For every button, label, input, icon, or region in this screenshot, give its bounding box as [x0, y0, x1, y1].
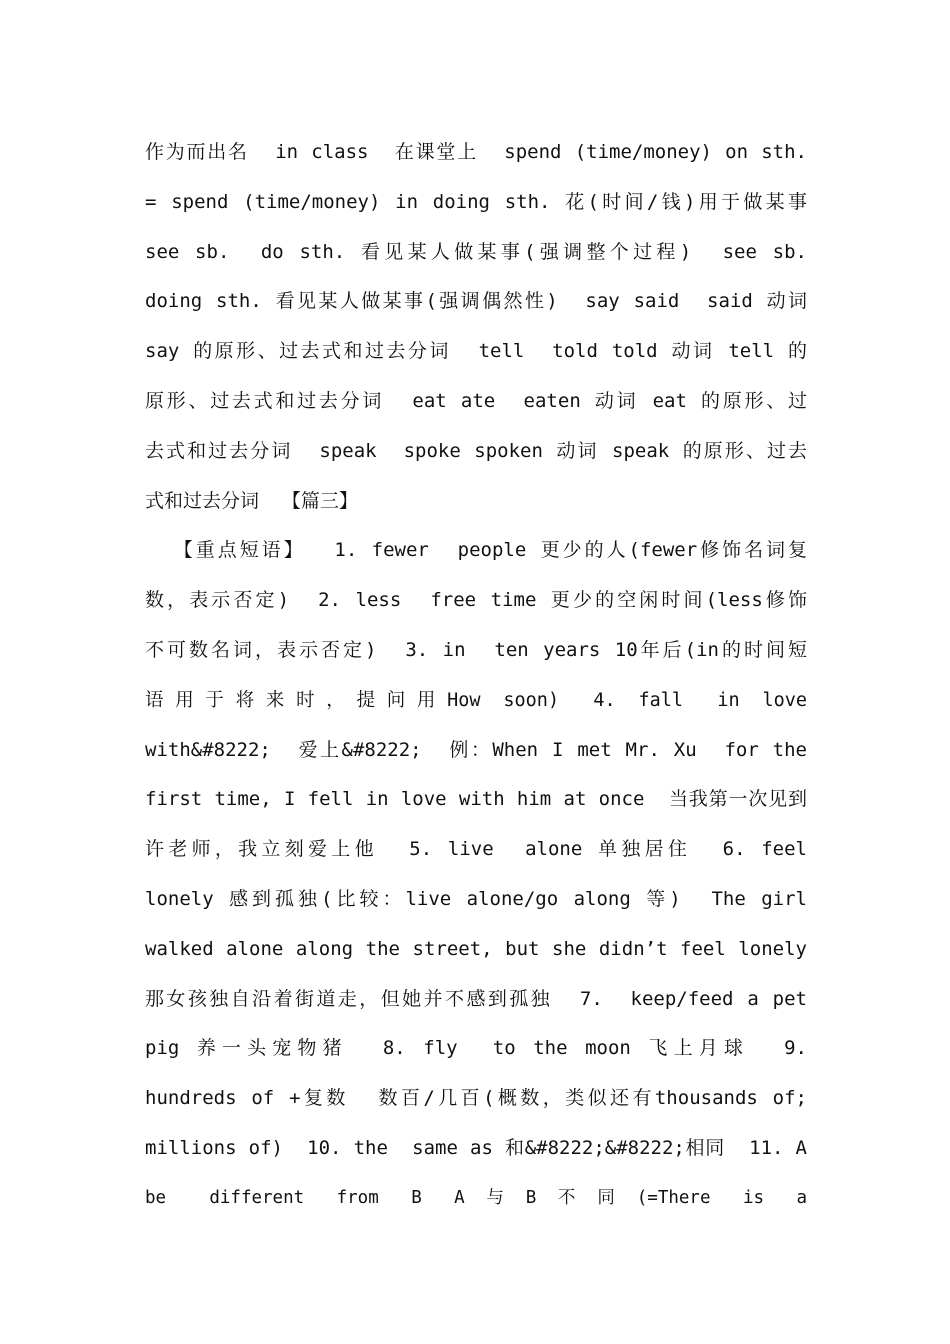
text-line: first time, I fell in love with him at once 当我第一次见到 — [145, 788, 807, 811]
text-line: with&#8222; 爱上&#8222; 例：When I met Mr. Xu for the — [145, 738, 807, 761]
text-line: millions of) 10. the same as 和&#8222;&#8222;相同 11. A — [145, 1136, 807, 1159]
text-line: 原形、过去式和过去分词 eat ate eaten 动词 eat 的原形、过 — [145, 389, 807, 412]
section-end-line: 式和过去分词 【篇三】 — [145, 489, 358, 512]
text-line: 不可数名词，表示否定) 3. in ten years 10年后(in的时间短 — [145, 638, 807, 661]
text-line: walked alone along the street, but she didn’t feel lonely — [145, 937, 807, 960]
text-line: lonely 感到孤独(比较：live alone/go along 等) The girl — [145, 887, 807, 910]
text-line: 语 用 于 将 来 时 ， 提 问 用 How soon) 4. fall in love — [145, 689, 807, 711]
key-phrases-heading-line: 【重点短语】 1. fewer people 更少的人(fewer修饰名词复 — [145, 539, 807, 562]
text-line: 数，表示否定) 2. less free time 更少的空闲时间(less修饰 — [145, 589, 807, 612]
text-line: see sb. do sth. 看见某人做某事(强调整个过程) see sb. — [145, 240, 807, 263]
text-line: 去式和过去分词 speak spoke spoken 动词 speak 的原形、过去 — [145, 439, 807, 462]
text-line: say 的原形、过去式和过去分词 tell told told 动词 tell 的 — [145, 340, 807, 363]
text-line: 作为而出名 in class 在课堂上 spend (time/money) on sth. — [145, 141, 807, 163]
document-text-body — [145, 128, 807, 1224]
text-line: hundreds of +复数 数百/几百(概数，类似还有thousands of; — [145, 1087, 807, 1110]
text-line: 那女孩独自沿着街道走，但她并不感到孤独 7. keep/feed a pet — [145, 987, 807, 1010]
text-line: doing sth. 看见某人做某事(强调偶然性) say said said 动词 — [145, 290, 807, 313]
text-line: = spend (time/money) in doing sth. 花(时间/钱)用于做某事 — [145, 190, 807, 213]
text-line: pig 养一头宠物猪 8. fly to the moon 飞上月球 9. — [145, 1037, 807, 1060]
text-line: 许老师，我立刻爱上他 5. live alone 单独居住 6. feel — [145, 838, 807, 861]
text-line: be different from B A 与 B 不 同 (=There is a — [145, 1187, 807, 1208]
